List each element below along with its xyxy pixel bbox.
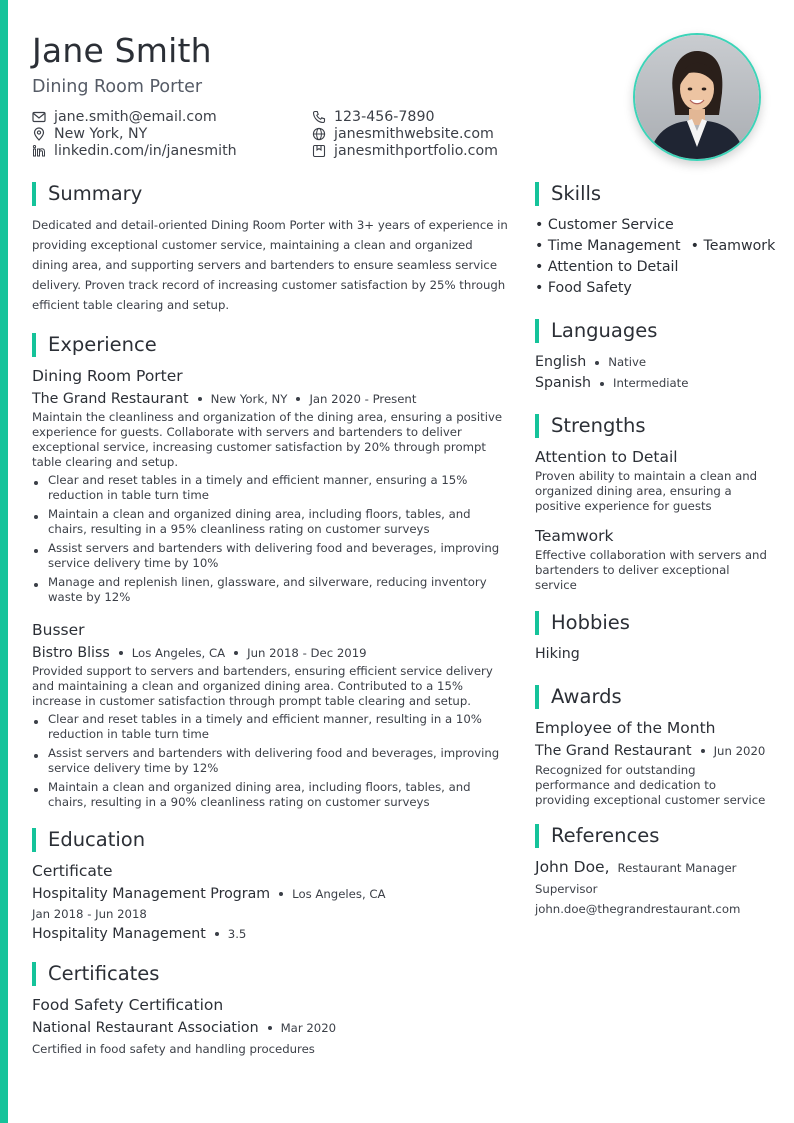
contact-linkedin-text: linkedin.com/in/janesmith — [54, 142, 237, 159]
summary-text: Dedicated and detail-oriented Dining Room Porter with 3+ years of experience in providing exceptional customer service, maintaining a clean and organized dining area, and supporting servers and bartenders to ensure seamless service delivery. Proven track record of increasing customer satisfaction by 25% through efficient table clearing and setup. — [32, 218, 508, 312]
contact-email-text: jane.smith@email.com — [54, 108, 217, 125]
contact-website[interactable] — [312, 125, 592, 142]
languages-section — [535, 319, 767, 394]
award-org: The Grand Restaurant — [535, 743, 692, 759]
strengths-heading: Strengths — [535, 414, 767, 438]
education-section — [32, 828, 512, 944]
contact-website-text: janesmithwebsite.com — [334, 125, 494, 142]
hobby-item: Hiking — [535, 646, 580, 662]
list-item: Maintain a clean and organized dining area, including floors, tables, and chairs, resulting in a 90% cleanliness rating on customer surveys — [32, 780, 512, 810]
language-item — [535, 373, 767, 394]
contact-location-text: New York, NY — [54, 125, 148, 142]
contact-email[interactable] — [32, 108, 312, 125]
main-column — [32, 182, 512, 1062]
education-heading: Education — [32, 828, 512, 852]
certificate-meta — [32, 1018, 512, 1038]
list-item: Manage and replenish linen, glassware, and silverware, reducing inventory waste by 12% — [32, 575, 512, 605]
job-title: Busser — [32, 621, 85, 639]
strength-title: Attention to Detail — [535, 448, 678, 466]
job-company: Bistro Bliss — [32, 645, 110, 661]
contact-portfolio[interactable] — [312, 142, 592, 159]
language-item — [535, 352, 767, 373]
strength-description: Proven ability to maintain a clean and organized dining area, ensuring a positive experience for guests — [535, 469, 758, 513]
candidate-title: Dining Room Porter — [32, 77, 203, 97]
references-section — [535, 824, 767, 919]
job-description: Maintain the cleanliness and organization of the dining area, ensuring a positive experience for guests. Collaborate with servers and bartenders to deliver exceptional service, increasing customer satisfaction by 20% through prompt table clearing and setup. — [32, 410, 503, 469]
education-field-row — [32, 924, 512, 944]
resume-page — [32, 30, 776, 1056]
separator-dot — [119, 651, 123, 655]
experience-section — [32, 333, 512, 810]
education-dates: Jan 2018 - Jun 2018 — [32, 907, 147, 921]
profile-photo — [633, 33, 761, 161]
location-icon — [32, 127, 46, 141]
certificates-heading: Certificates — [32, 962, 512, 986]
education-degree: Certificate — [32, 862, 113, 880]
job-entry — [32, 366, 512, 605]
separator-dot — [701, 749, 705, 753]
list-item: Clear and reset tables in a timely and efficient manner, ensuring a 15% reduction in table turn time — [32, 473, 512, 503]
job-meta — [32, 643, 512, 663]
education-field: Hospitality Management — [32, 926, 206, 942]
contact-linkedin[interactable] — [32, 142, 312, 159]
education-gpa: 3.5 — [227, 927, 247, 941]
job-bullets — [32, 712, 512, 810]
accent-bar — [0, 0, 8, 1123]
job-dates: Jan 2020 - Present — [309, 392, 417, 406]
skill-item: • Attention to Detail — [535, 259, 679, 275]
hobbies-section — [535, 611, 767, 665]
education-meta — [32, 884, 512, 904]
award-meta — [535, 741, 767, 761]
separator-dot — [279, 892, 283, 896]
award-date: Jun 2020 — [713, 744, 766, 758]
job-entry — [32, 620, 512, 810]
summary-section — [32, 182, 512, 315]
contact-phone-text: 123-456-7890 — [334, 108, 435, 125]
language-name: Spanish — [535, 375, 592, 391]
header — [32, 30, 764, 159]
languages-heading: Languages — [535, 319, 767, 343]
separator-dot — [600, 382, 604, 386]
language-level: Native — [608, 355, 647, 369]
award-description: Recognized for outstanding performance and dedication to providing exceptional customer service — [535, 763, 766, 807]
separator-dot — [215, 932, 219, 936]
separator-dot — [296, 397, 300, 401]
contact-list — [32, 108, 592, 159]
education-location: Los Angeles, CA — [292, 887, 386, 901]
reference-role: Restaurant Manager — [617, 861, 737, 875]
strength-title: Teamwork — [535, 527, 614, 545]
candidate-name: Jane Smith — [32, 31, 212, 70]
skill-item: • Time Management — [535, 238, 681, 254]
linkedin-icon — [32, 144, 46, 158]
separator-dot — [268, 1026, 272, 1030]
job-location: Los Angeles, CA — [131, 646, 226, 660]
certificate-title: Food Safety Certification — [32, 996, 224, 1014]
list-item: Assist servers and bartenders with delivering food and beverages, improving service delivery time by 12% — [32, 746, 512, 776]
reference-name: John Doe, — [535, 858, 610, 876]
list-item: Maintain a clean and organized dining area, including floors, tables, and chairs, resulting in a 95% cleanliness rating on customer surveys — [32, 507, 512, 537]
certificate-issuer: National Restaurant Association — [32, 1020, 259, 1036]
job-location: New York, NY — [210, 392, 288, 406]
language-name: English — [535, 354, 587, 370]
skills-section — [535, 182, 776, 299]
job-company: The Grand Restaurant — [32, 391, 189, 407]
skills-heading: Skills — [535, 182, 767, 206]
education-program: Hospitality Management Program — [32, 886, 271, 902]
summary-heading: Summary — [32, 182, 512, 206]
job-dates: Jun 2018 - Dec 2019 — [247, 646, 367, 660]
references-heading: References — [535, 824, 767, 848]
skill-item: • Teamwork — [690, 238, 776, 254]
separator-dot — [198, 397, 202, 401]
list-item: Clear and reset tables in a timely and efficient manner, resulting in a 10% reduction in table turn time — [32, 712, 512, 742]
separator-dot — [234, 651, 238, 655]
separator-dot — [595, 361, 599, 365]
mail-icon — [32, 110, 46, 124]
certificate-date: Mar 2020 — [280, 1021, 337, 1035]
contact-phone[interactable] — [312, 108, 592, 125]
job-title: Dining Room Porter — [32, 367, 183, 385]
experience-heading: Experience — [32, 333, 512, 357]
reference-email[interactable]: john.doe@thegrandrestaurant.com — [535, 902, 741, 916]
globe-icon — [312, 127, 326, 141]
hobbies-heading: Hobbies — [535, 611, 767, 635]
strengths-section — [535, 414, 767, 593]
reference-name-row — [535, 857, 767, 879]
contact-location — [32, 125, 312, 142]
job-bullets — [32, 473, 512, 605]
strength-description: Effective collaboration with servers and bartenders to deliver exceptional service — [535, 548, 767, 592]
phone-icon — [312, 110, 326, 124]
side-column — [535, 182, 776, 919]
language-level: Intermediate — [613, 376, 689, 390]
job-meta — [32, 389, 512, 409]
certificate-description: Certified in food safety and handling procedures — [32, 1042, 315, 1056]
certificates-section — [32, 962, 512, 1059]
reference-relation: Supervisor — [535, 882, 598, 896]
skill-item: • Food Safety — [535, 280, 632, 296]
contact-portfolio-text: janesmithportfolio.com — [334, 142, 498, 159]
list-item: Assist servers and bartenders with delivering food and beverages, improving service delivery time by 10% — [32, 541, 512, 571]
award-title: Employee of the Month — [535, 719, 716, 737]
skill-item: • Customer Service — [535, 217, 674, 233]
awards-heading: Awards — [535, 685, 767, 709]
awards-section — [535, 685, 767, 808]
job-description: Provided support to servers and bartenders, ensuring efficient service delivery and maintaining a clean and organized dining area. Contributed to a 15% increase in customer satisfaction through prompt table clearing and setup. — [32, 664, 493, 708]
portfolio-icon — [312, 144, 326, 158]
